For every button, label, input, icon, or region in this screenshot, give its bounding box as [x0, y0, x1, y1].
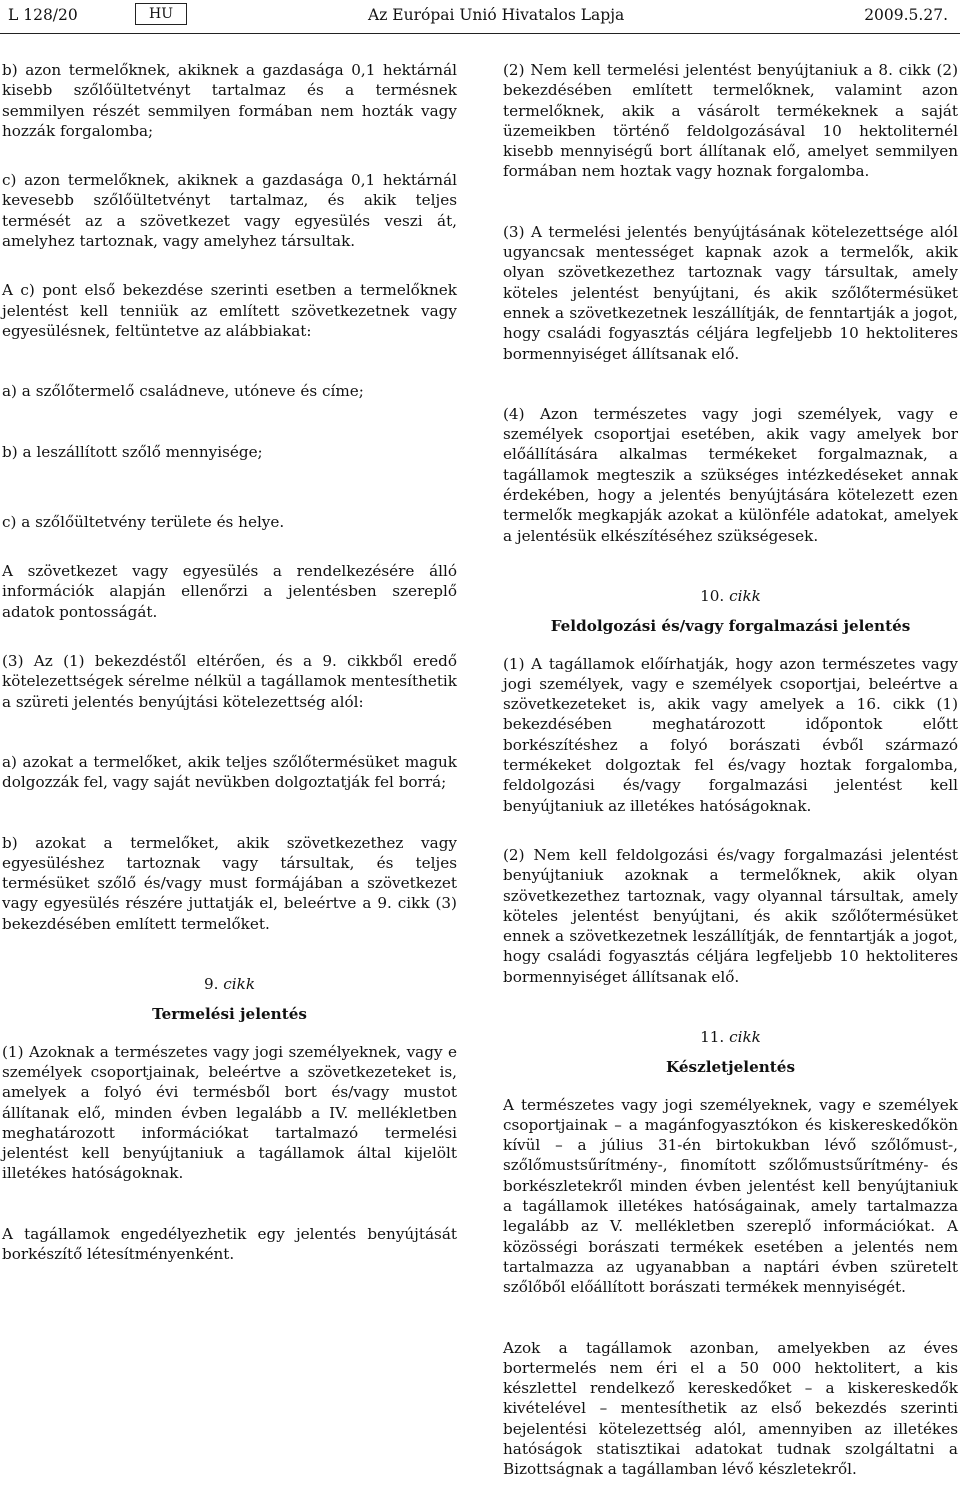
paragraph: Azok a tagállamok azonban, amelyekben az éves bortermelés nem éri el a 50 000 hektolitert, a kis készlettel rendelkező kereskedőket – a kiskereskedők kivételével – mentesíthetik az első bekezdés szerinti bejelentési kötelezettség alól, amennyiben az illetékes hatóságok statisztikai adatokat tudnak szolgáltatni a Bizottságnak a tagállamban lévő készletekről.: [503, 1338, 958, 1479]
paragraph: A szövetkezet vagy egyesülés a rendelkezésére álló információk alapján ellenőrzi a jelentésben szereplő adatok pontosságát.: [2, 562, 457, 621]
paragraph: (1) Azoknak a természetes vagy jogi személyeknek, vagy e személyek csoportjainak, beleértve a szövetkezeteket is, amelyek a folyó évi termésből bort és/vagy mustot állítanak elő, minden évben legalább a IV. mellékletben meghatározott információkat tartalmazó termelési jelentést kell benyújtaniuk a tagállamok által kijelölt illetékes hatóságoknak.: [2, 1042, 457, 1183]
page-number: L 128/20: [8, 6, 78, 24]
article-number: 11. cikk: [700, 1027, 761, 1046]
list-item: b) a leszállított szőlő mennyisége;: [2, 442, 263, 461]
article-title: Feldolgozási és/vagy forgalmazási jelentés: [550, 617, 911, 636]
list-item: c) a szőlőültetvény területe és helye.: [2, 512, 285, 531]
language-badge: HU: [135, 3, 187, 25]
article-number: 9. cikk: [203, 975, 256, 994]
article-title: Termelési jelentés: [152, 1005, 307, 1024]
journal-title: Az Európai Unió Hivatalos Lapja: [368, 6, 625, 24]
publication-date: 2009.5.27.: [864, 6, 948, 24]
article-number: 10. cikk: [700, 586, 761, 605]
paragraph: A tagállamok engedélyezhetik egy jelentés benyújtását borkészítő létesítményenként.: [2, 1224, 457, 1263]
page-header: [0, 0, 960, 30]
paragraph: A c) pont első bekezdése szerinti esetben a termelőknek jelentést kell tenniük az említett szövetkezetnek vagy egyesülésnek, feltüntetve az alábbiakat:: [2, 281, 457, 340]
list-item: b) azokat a termelőket, akik szövetkezethez vagy egyesüléshez tartoznak vagy társultak, és teljes termésüket szőlő és/vagy must formájában a szövetkezet vagy egyesülés részére juttatják el, beleértve a 9. cikk (3) bekezdésében említett termelőket.: [2, 833, 457, 933]
paragraph: (3) Az (1) bekezdéstől eltérően, és a 9. cikkből eredő kötelezettségek sérelme nélkül a tagállamok mentesíthetik a szüreti jelentés benyújtási kötelezettség alól:: [2, 652, 457, 711]
article-title: Készletjelentés: [665, 1058, 795, 1077]
list-item: a) a szőlőtermelő családneve, utóneve és címe;: [2, 382, 364, 401]
paragraph: A természetes vagy jogi személyeknek, vagy e személyek csoportjainak – a magánfogyasztókon és kiskereskedőkön kívül – a július 31-én birtokukban lévő szőlőmust-, szőlőmustsűrítmény-, finomított szőlőmustsűrítmény- és borkészletekről minden évben jelentést kell benyújtaniuk a tagállamok illetékes hatóságainak, amely tartalmazza legalább az V. mellékletben szereplő információkat. A közösségi borászati termékek esetében a jelentés nem tartalmazza az ugyanabban a naptári évben szüretelt szőlőből előállított borászati termékek mennyiségét.: [503, 1095, 958, 1297]
paragraph: b) azon termelőknek, akiknek a gazdasága 0,1 hektárnál kisebb szőlőültetvényt tartalmaz és a termésnek semmilyen részét semmilyen formában nem hozták vagy hozzák forgalomba;: [2, 61, 457, 140]
paragraph: (1) A tagállamok előírhatják, hogy azon természetes vagy jogi személyek, vagy e személyek csoportjai, beleértve a szövetkezeteket is, akik vagy amelyek a 16. cikk (1) bekezdésében meghatározott időpontok előtt borkészítéshez a folyó borászati évből származó termékeket dolgoztak fel és/vagy hoztak forgalomba, feldolgozási és/vagy forgalmazási jelentést kell benyújtaniuk az illetékes hatóságoknak.: [503, 654, 958, 815]
paragraph: c) azon termelőknek, akiknek a gazdasága 0,1 hektárnál kevesebb szőlőültetvényt tartalmaz, és akik teljes termését az a szövetkezet vagy egyesülés veszi át, amelyhez tartoznak, vagy amelyhez társultak.: [2, 171, 457, 251]
left-column: [2, 60, 457, 1293]
paragraph: (2) Nem kell feldolgozási és/vagy forgalmazási jelentést benyújtaniuk azoknak a termelőknek, akik olyan szövetkezethez tartoznak, vagy olyannal társultak, amely köteles jelentést benyújtani, és akik szőlőtermésüket ennek a szövetkezetnek leszállítják, de fenntartják a jogot, hogy családi fogyasztás céljára legfeljebb 10 hektoliteres bormennyiséget állítsanak elő.: [503, 845, 958, 986]
list-item: a) azokat a termelőket, akik teljes szőlőtermésüket maguk dolgozzák fel, vagy saját nevükben dolgoztatják fel borrá;: [2, 752, 457, 792]
paragraph: (2) Nem kell termelési jelentést benyújtaniuk a 8. cikk (2) bekezdésében említett termelőknek, valamint azon termelőknek, akik a vásárolt termékeknek a saját üzemeikben történő feldolgozásával 10 hektoliternél kisebb mennyiségű bort állítanak elő, amelyet semmilyen formában nem hoztak vagy hoznak forgalomba.: [503, 61, 958, 181]
paragraph: (4) Azon természetes vagy jogi személyek, vagy e személyek csoportjai esetében, akik vagy amelyek bor előállítására alkalmas termékeket forgalmaznak, a tagállamok megteszik a szükséges intézkedéseket annak érdekében, hogy a jelentés benyújtására kötelezett ezen termelők megkapják azokat a különféle adatokat, amelyek a jelentésük elkészítéséhez szükségesek.: [503, 404, 958, 545]
right-column: [503, 60, 958, 1509]
header-divider: [0, 33, 960, 34]
paragraph: (3) A termelési jelentés benyújtásának kötelezettsége alól ugyancsak mentességet kapnak azok a termelők, akik olyan szövetkezethez tartoznak vagy társultak, amely köteles jelentést benyújtani, és akik szőlőtermésüket ennek a szövetkezetnek leszállítják, de fenntartják a jogot, hogy családi fogyasztás céljára legfeljebb 10 hektoliteres bormennyiséget állítsanak elő.: [503, 222, 958, 363]
